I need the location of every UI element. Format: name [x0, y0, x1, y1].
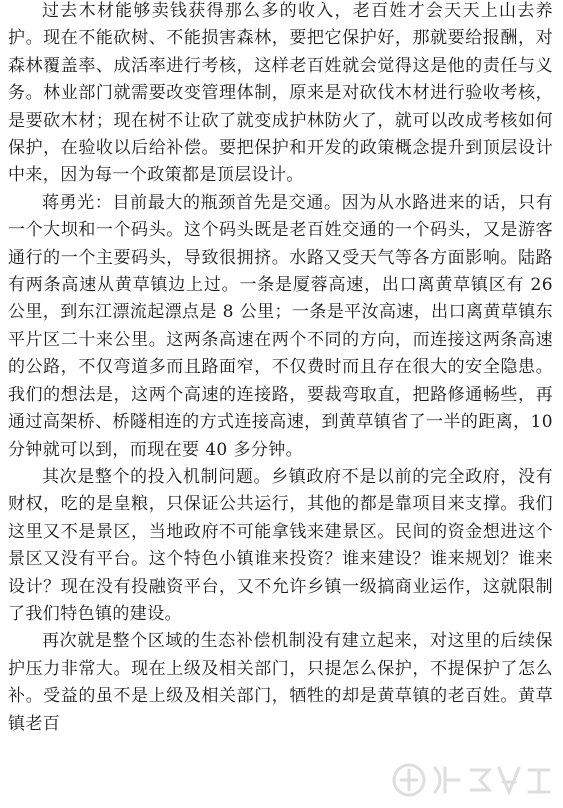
watermark-logo-icon — [387, 756, 557, 804]
paragraph-2: 蒋勇光：目前最大的瓶颈首先是交通。因为从水路进来的话，只有一个大坝和一个码头。这个码头既是老百姓交通的一个码头，又是游客通行的一个主要码头，导致很拥挤。水路又受天气等各方面影响。陆路有两条高速从黄草镇边上过。一条是厦蓉高速，出口离黄草镇区有 26 公里，到东江漂流起漂点是 8 公里；一条是平汝高速，出口离黄草镇东平片区二十来公里。这两条高速在两个不同的方向，而连接这两条高速的公路，不仅弯道多而且路面窄，不仅费时而且存在很大的安全隐患。我们的想法是，这两个高速的连接路，要裁弯取直，把路修通畅些，再通过高架桥、桥隧相连的方式连接高速，到黄草镇省了一半的距离，10 分钟就可以到，而现在要 40 多分钟。 — [8, 192, 553, 460]
paragraph-4: 再次就是整个区域的生态补偿机制没有建立起来，对这里的后续保护压力非常大。现在上级及相关部门，只提怎么保护，不提保护了怎么补。受益的虽不是上级及相关部门，牺牲的却是黄草镇的老百姓。黄草镇老百 — [8, 631, 553, 734]
paragraph-1: 过去木材能够卖钱获得那么多的收入，老百姓才会天天上山去养护。现在不能砍树、不能损害森林，要把它保护好，那就要给报酬，对森林覆盖率、成活率进行考核，这样老百姓就会觉得这是他的责任与义务。林业部门就需要改变管理体制，原来是对砍伐木材进行验收考核，是要砍木材；现在树不让砍了就变成护林防火了，就可以改成考核如何保护，在验收以后给补偿。要把保护和开发的政策概念提升到顶层设计中来，因为每一个政策都是顶层设计。 — [8, 1, 553, 186]
paragraph-3: 其次是整个的投入机制问题。乡镇政府不是以前的完全政府，没有财权，吃的是皇粮，只保证公共运行，其他的都是靠项目来支撑。我们这里又不是景区，当地政府不可能拿钱来建景区。民间的资金想进这个景区又没有平台。这个特色小镇谁来投资？谁来建设？谁来规划？谁来设计？现在没有投融资平台，又不允许乡镇一级搞商业运作，这就限制了我们特色镇的建设。 — [8, 466, 553, 624]
